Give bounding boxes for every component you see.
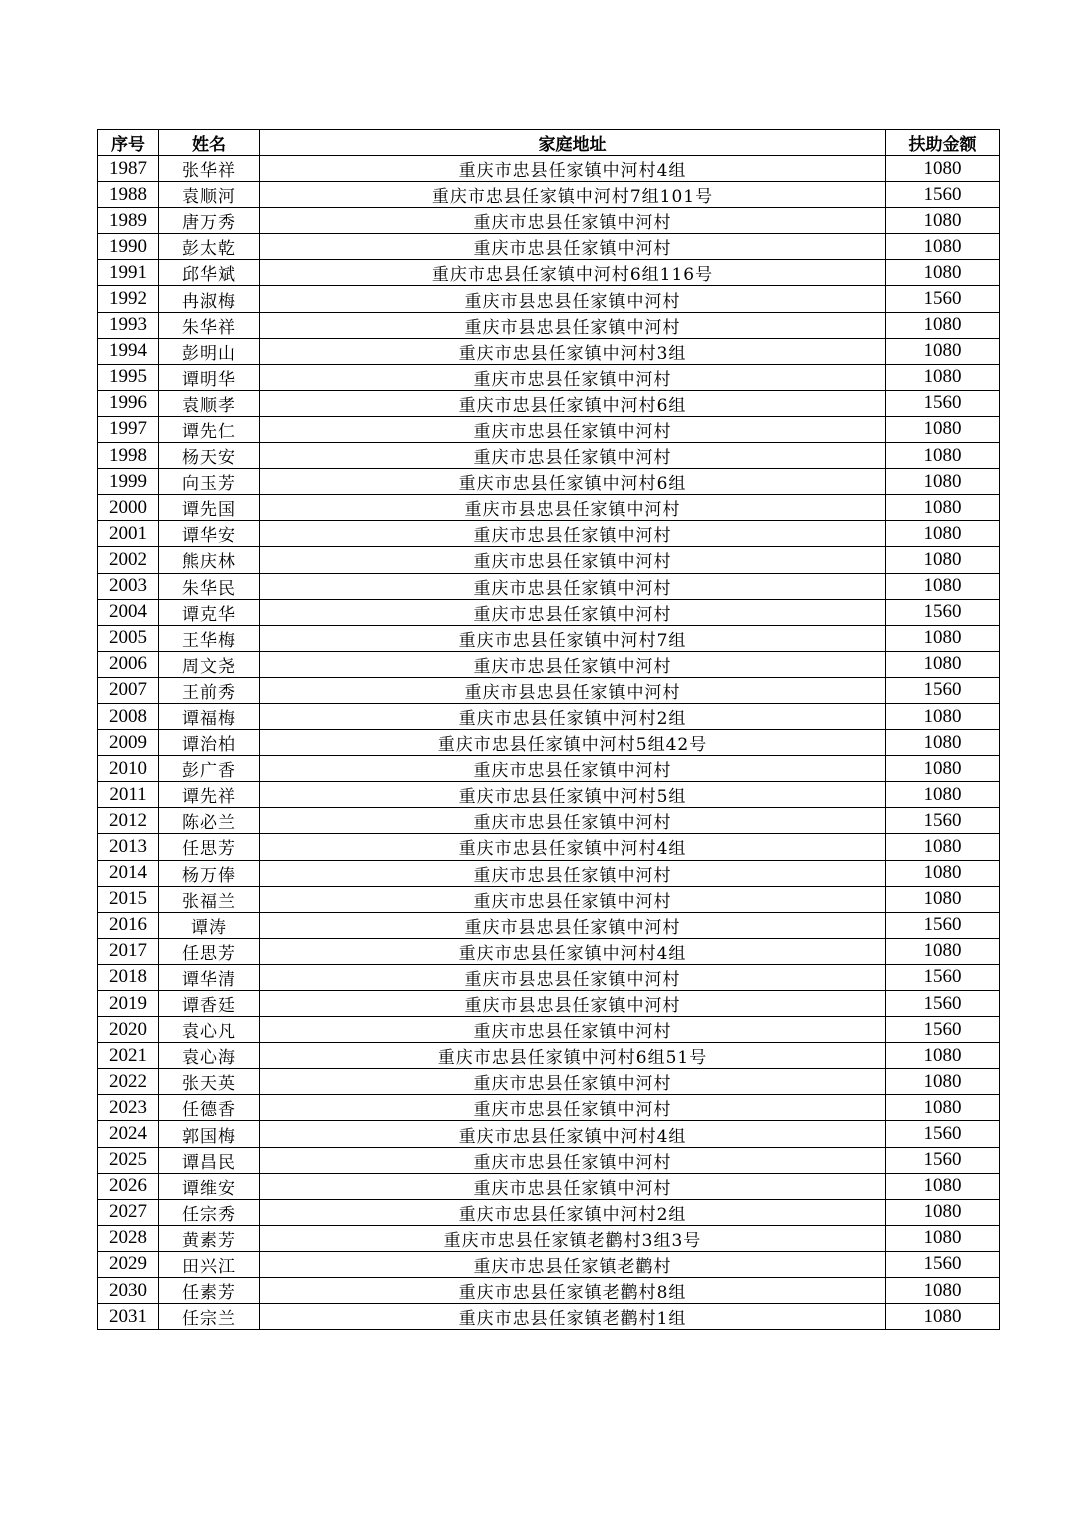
cell-assistance-amount: 1560: [886, 1251, 1000, 1277]
table-row: [98, 625, 1000, 651]
cell-home-address: 重庆市忠县任家镇中河村: [260, 416, 886, 442]
table-row: [98, 599, 1000, 625]
cell-serial-number: 2018: [98, 964, 159, 990]
cell-name: 黄素芳: [159, 1225, 260, 1251]
cell-serial-number: 2013: [98, 834, 159, 860]
cell-home-address: 重庆市忠县任家镇中河村: [260, 1095, 886, 1121]
cell-home-address: 重庆市忠县任家镇中河村2组: [260, 1199, 886, 1225]
table-row: [98, 1147, 1000, 1173]
cell-assistance-amount: 1080: [886, 208, 1000, 234]
cell-name: 任思芳: [159, 834, 260, 860]
table-row: [98, 860, 1000, 886]
cell-serial-number: 1998: [98, 443, 159, 469]
cell-assistance-amount: 1080: [886, 469, 1000, 495]
cell-home-address: 重庆市忠县任家镇中河村: [260, 599, 886, 625]
header-assistance-amount: 扶助金额: [886, 130, 1000, 156]
cell-assistance-amount: 1080: [886, 1173, 1000, 1199]
cell-home-address: 重庆市忠县任家镇中河村7组: [260, 625, 886, 651]
cell-name: 王前秀: [159, 677, 260, 703]
cell-home-address: 重庆市忠县任家镇中河村: [260, 860, 886, 886]
cell-serial-number: 2027: [98, 1199, 159, 1225]
cell-home-address: 重庆市忠县任家镇老鹳村8组: [260, 1278, 886, 1304]
cell-name: 谭华安: [159, 521, 260, 547]
cell-assistance-amount: 1080: [886, 1278, 1000, 1304]
table-row: [98, 416, 1000, 442]
table-row: [98, 938, 1000, 964]
table-row: [98, 808, 1000, 834]
table-row: [98, 703, 1000, 729]
cell-assistance-amount: 1080: [886, 521, 1000, 547]
cell-home-address: 重庆市县忠县任家镇中河村: [260, 677, 886, 703]
cell-serial-number: 2021: [98, 1043, 159, 1069]
cell-serial-number: 2023: [98, 1095, 159, 1121]
cell-name: 彭太乾: [159, 234, 260, 260]
table-row: [98, 260, 1000, 286]
cell-assistance-amount: 1080: [886, 756, 1000, 782]
cell-serial-number: 2022: [98, 1069, 159, 1095]
table-row: [98, 1251, 1000, 1277]
cell-assistance-amount: 1080: [886, 416, 1000, 442]
cell-assistance-amount: 1080: [886, 1225, 1000, 1251]
cell-serial-number: 1996: [98, 390, 159, 416]
cell-home-address: 重庆市忠县任家镇中河村: [260, 1017, 886, 1043]
cell-name: 陈必兰: [159, 808, 260, 834]
table-row: [98, 286, 1000, 312]
cell-assistance-amount: 1080: [886, 443, 1000, 469]
cell-home-address: 重庆市忠县任家镇中河村: [260, 1147, 886, 1173]
cell-assistance-amount: 1080: [886, 573, 1000, 599]
cell-home-address: 重庆市县忠县任家镇中河村: [260, 991, 886, 1017]
cell-assistance-amount: 1560: [886, 182, 1000, 208]
table-body: [98, 156, 1000, 1330]
cell-home-address: 重庆市县忠县任家镇中河村: [260, 286, 886, 312]
cell-serial-number: 1991: [98, 260, 159, 286]
cell-assistance-amount: 1080: [886, 625, 1000, 651]
cell-home-address: 重庆市忠县任家镇中河村: [260, 1069, 886, 1095]
table-row: [98, 1173, 1000, 1199]
cell-assistance-amount: 1080: [886, 730, 1000, 756]
table-row: [98, 651, 1000, 677]
cell-name: 谭治柏: [159, 730, 260, 756]
cell-home-address: 重庆市县忠县任家镇中河村: [260, 495, 886, 521]
cell-name: 任思芳: [159, 938, 260, 964]
cell-name: 袁心凡: [159, 1017, 260, 1043]
cell-name: 袁心海: [159, 1043, 260, 1069]
cell-home-address: 重庆市忠县任家镇中河村6组116号: [260, 260, 886, 286]
cell-home-address: 重庆市忠县任家镇中河村4组: [260, 156, 886, 182]
cell-assistance-amount: 1560: [886, 912, 1000, 938]
cell-serial-number: 2016: [98, 912, 159, 938]
table-row: [98, 469, 1000, 495]
table-row: [98, 521, 1000, 547]
table-row: [98, 364, 1000, 390]
cell-assistance-amount: 1080: [886, 782, 1000, 808]
cell-serial-number: 2017: [98, 938, 159, 964]
cell-serial-number: 2001: [98, 521, 159, 547]
table-row: [98, 834, 1000, 860]
cell-name: 谭福梅: [159, 703, 260, 729]
cell-assistance-amount: 1560: [886, 1017, 1000, 1043]
cell-home-address: 重庆市忠县任家镇中河村3组: [260, 338, 886, 364]
cell-assistance-amount: 1560: [886, 808, 1000, 834]
cell-serial-number: 2003: [98, 573, 159, 599]
cell-home-address: 重庆市忠县任家镇老鹳村1组: [260, 1304, 886, 1330]
cell-assistance-amount: 1560: [886, 1121, 1000, 1147]
cell-assistance-amount: 1560: [886, 599, 1000, 625]
cell-name: 邱华斌: [159, 260, 260, 286]
cell-assistance-amount: 1080: [886, 1069, 1000, 1095]
assistance-roster-table: [97, 129, 1000, 1330]
cell-name: 张华祥: [159, 156, 260, 182]
cell-name: 任宗秀: [159, 1199, 260, 1225]
table-row: [98, 156, 1000, 182]
table-header-row: [98, 130, 1000, 156]
cell-assistance-amount: 1080: [886, 260, 1000, 286]
cell-assistance-amount: 1080: [886, 1199, 1000, 1225]
cell-serial-number: 1997: [98, 416, 159, 442]
cell-assistance-amount: 1560: [886, 677, 1000, 703]
cell-assistance-amount: 1080: [886, 886, 1000, 912]
cell-serial-number: 2011: [98, 782, 159, 808]
table-row: [98, 1095, 1000, 1121]
cell-assistance-amount: 1560: [886, 390, 1000, 416]
cell-home-address: 重庆市忠县任家镇中河村7组101号: [260, 182, 886, 208]
cell-name: 冉淑梅: [159, 286, 260, 312]
cell-home-address: 重庆市忠县任家镇中河村2组: [260, 703, 886, 729]
cell-assistance-amount: 1560: [886, 964, 1000, 990]
cell-home-address: 重庆市忠县任家镇中河村6组51号: [260, 1043, 886, 1069]
cell-name: 谭维安: [159, 1173, 260, 1199]
cell-home-address: 重庆市忠县任家镇中河村: [260, 756, 886, 782]
cell-serial-number: 1989: [98, 208, 159, 234]
cell-serial-number: 1988: [98, 182, 159, 208]
cell-name: 任德香: [159, 1095, 260, 1121]
cell-serial-number: 2006: [98, 651, 159, 677]
cell-home-address: 重庆市忠县任家镇中河村6组: [260, 469, 886, 495]
table-row: [98, 1225, 1000, 1251]
table-row: [98, 182, 1000, 208]
cell-name: 谭先国: [159, 495, 260, 521]
table-row: [98, 677, 1000, 703]
cell-name: 谭克华: [159, 599, 260, 625]
cell-assistance-amount: 1560: [886, 286, 1000, 312]
cell-home-address: 重庆市县忠县任家镇中河村: [260, 964, 886, 990]
cell-assistance-amount: 1080: [886, 1095, 1000, 1121]
table-row: [98, 1017, 1000, 1043]
cell-home-address: 重庆市忠县任家镇老鹳村: [260, 1251, 886, 1277]
cell-name: 田兴江: [159, 1251, 260, 1277]
table-row: [98, 573, 1000, 599]
cell-assistance-amount: 1080: [886, 364, 1000, 390]
cell-assistance-amount: 1080: [886, 834, 1000, 860]
cell-name: 任宗兰: [159, 1304, 260, 1330]
cell-home-address: 重庆市县忠县任家镇中河村: [260, 912, 886, 938]
cell-name: 朱华祥: [159, 312, 260, 338]
table-row: [98, 495, 1000, 521]
cell-assistance-amount: 1080: [886, 651, 1000, 677]
table-row: [98, 1278, 1000, 1304]
cell-home-address: 重庆市忠县任家镇中河村4组: [260, 1121, 886, 1147]
cell-home-address: 重庆市县忠县任家镇中河村: [260, 312, 886, 338]
cell-name: 唐万秀: [159, 208, 260, 234]
cell-name: 王华梅: [159, 625, 260, 651]
cell-home-address: 重庆市忠县任家镇中河村: [260, 886, 886, 912]
table-row: [98, 991, 1000, 1017]
cell-home-address: 重庆市忠县任家镇中河村: [260, 808, 886, 834]
table-row: [98, 443, 1000, 469]
cell-serial-number: 2026: [98, 1173, 159, 1199]
cell-name: 熊庆林: [159, 547, 260, 573]
cell-name: 谭先仁: [159, 416, 260, 442]
table-row: [98, 730, 1000, 756]
cell-serial-number: 2010: [98, 756, 159, 782]
table-row: [98, 1121, 1000, 1147]
table-row: [98, 756, 1000, 782]
cell-name: 谭明华: [159, 364, 260, 390]
cell-serial-number: 2005: [98, 625, 159, 651]
cell-serial-number: 1993: [98, 312, 159, 338]
header-home-address: 家庭地址: [260, 130, 886, 156]
cell-serial-number: 2002: [98, 547, 159, 573]
cell-home-address: 重庆市忠县任家镇中河村: [260, 573, 886, 599]
cell-name: 袁顺河: [159, 182, 260, 208]
cell-serial-number: 1999: [98, 469, 159, 495]
cell-assistance-amount: 1560: [886, 1147, 1000, 1173]
table-row: [98, 1199, 1000, 1225]
cell-name: 彭明山: [159, 338, 260, 364]
table-row: [98, 338, 1000, 364]
cell-assistance-amount: 1080: [886, 156, 1000, 182]
cell-name: 向玉芳: [159, 469, 260, 495]
cell-assistance-amount: 1080: [886, 547, 1000, 573]
table-row: [98, 912, 1000, 938]
table-row: [98, 1043, 1000, 1069]
cell-name: 谭华清: [159, 964, 260, 990]
cell-name: 朱华民: [159, 573, 260, 599]
cell-serial-number: 2029: [98, 1251, 159, 1277]
cell-serial-number: 2019: [98, 991, 159, 1017]
cell-name: 谭昌民: [159, 1147, 260, 1173]
cell-serial-number: 2020: [98, 1017, 159, 1043]
table-row: [98, 1069, 1000, 1095]
cell-home-address: 重庆市忠县任家镇中河村: [260, 1173, 886, 1199]
table-row: [98, 886, 1000, 912]
cell-serial-number: 2030: [98, 1278, 159, 1304]
cell-serial-number: 2004: [98, 599, 159, 625]
cell-serial-number: 2014: [98, 860, 159, 886]
cell-serial-number: 2024: [98, 1121, 159, 1147]
table-row: [98, 312, 1000, 338]
cell-name: 谭先祥: [159, 782, 260, 808]
cell-serial-number: 1995: [98, 364, 159, 390]
cell-serial-number: 1987: [98, 156, 159, 182]
cell-serial-number: 1994: [98, 338, 159, 364]
cell-serial-number: 2008: [98, 703, 159, 729]
cell-home-address: 重庆市忠县任家镇中河村: [260, 651, 886, 677]
cell-home-address: 重庆市忠县任家镇中河村5组: [260, 782, 886, 808]
header-serial-number: 序号: [98, 130, 159, 156]
cell-serial-number: 1990: [98, 234, 159, 260]
cell-home-address: 重庆市忠县任家镇中河村: [260, 443, 886, 469]
cell-serial-number: 2012: [98, 808, 159, 834]
cell-assistance-amount: 1560: [886, 991, 1000, 1017]
cell-home-address: 重庆市忠县任家镇中河村4组: [260, 938, 886, 964]
cell-home-address: 重庆市忠县任家镇老鹳村3组3号: [260, 1225, 886, 1251]
cell-name: 任素芳: [159, 1278, 260, 1304]
cell-serial-number: 2000: [98, 495, 159, 521]
cell-home-address: 重庆市忠县任家镇中河村: [260, 521, 886, 547]
cell-home-address: 重庆市忠县任家镇中河村: [260, 364, 886, 390]
cell-assistance-amount: 1080: [886, 338, 1000, 364]
cell-assistance-amount: 1080: [886, 234, 1000, 260]
cell-name: 彭广香: [159, 756, 260, 782]
cell-name: 杨天安: [159, 443, 260, 469]
cell-assistance-amount: 1080: [886, 1043, 1000, 1069]
cell-name: 郭国梅: [159, 1121, 260, 1147]
cell-assistance-amount: 1080: [886, 938, 1000, 964]
cell-home-address: 重庆市忠县任家镇中河村: [260, 208, 886, 234]
cell-name: 谭香廷: [159, 991, 260, 1017]
cell-assistance-amount: 1080: [886, 1304, 1000, 1330]
cell-assistance-amount: 1080: [886, 495, 1000, 521]
cell-serial-number: 2007: [98, 677, 159, 703]
table-row: [98, 234, 1000, 260]
cell-home-address: 重庆市忠县任家镇中河村6组: [260, 390, 886, 416]
table-row: [98, 964, 1000, 990]
table-row: [98, 547, 1000, 573]
cell-assistance-amount: 1080: [886, 312, 1000, 338]
cell-name: 周文尧: [159, 651, 260, 677]
table-row: [98, 208, 1000, 234]
cell-serial-number: 2028: [98, 1225, 159, 1251]
cell-name: 袁顺孝: [159, 390, 260, 416]
table-row: [98, 782, 1000, 808]
cell-name: 杨万俸: [159, 860, 260, 886]
cell-home-address: 重庆市忠县任家镇中河村: [260, 234, 886, 260]
cell-name: 张福兰: [159, 886, 260, 912]
cell-home-address: 重庆市忠县任家镇中河村5组42号: [260, 730, 886, 756]
cell-home-address: 重庆市忠县任家镇中河村4组: [260, 834, 886, 860]
cell-serial-number: 1992: [98, 286, 159, 312]
cell-serial-number: 2031: [98, 1304, 159, 1330]
cell-name: 张天英: [159, 1069, 260, 1095]
table-row: [98, 1304, 1000, 1330]
cell-assistance-amount: 1080: [886, 703, 1000, 729]
header-name: 姓名: [159, 130, 260, 156]
cell-serial-number: 2025: [98, 1147, 159, 1173]
cell-serial-number: 2015: [98, 886, 159, 912]
cell-assistance-amount: 1080: [886, 860, 1000, 886]
cell-name: 谭涛: [159, 912, 260, 938]
cell-serial-number: 2009: [98, 730, 159, 756]
cell-home-address: 重庆市忠县任家镇中河村: [260, 547, 886, 573]
table-row: [98, 390, 1000, 416]
